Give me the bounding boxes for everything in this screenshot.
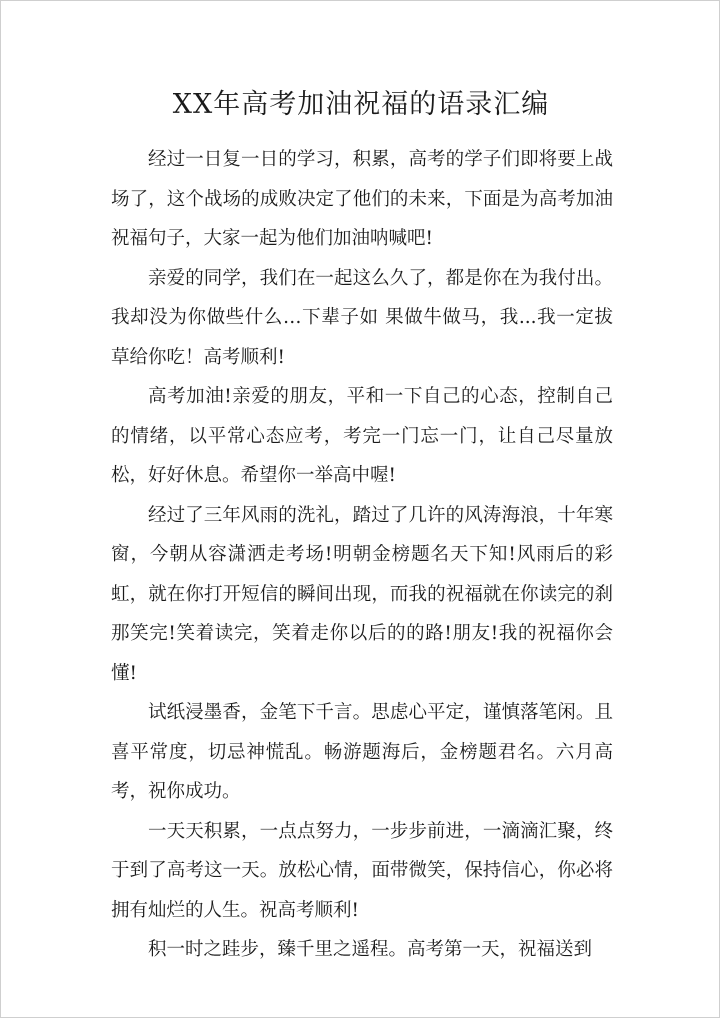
paragraph: 一天天积累，一点点努力，一步步前进，一滴滴汇聚，终于到了高考这一天。放松心情，面带微笑，保持信心，你必将拥有灿烂的人生。祝高考顺利! (111, 820, 613, 921)
paragraph: 高考加油!亲爱的朋友，平和一下自己的心态，控制自己的情绪，以平常心态应考，考完一门忘一门，让自己尽量放松，好好休息。希望你一举高中喔! (111, 386, 613, 486)
paragraph: 经过了三年风雨的洗礼，踏过了几许的风涛海浪，十年寒窗，今朝从容潇洒走考场!明朝金榜题名天下知!风雨后的彩虹，就在你打开短信的瞬间出现，而我的祝福就在你读完的刹那笑完!笑着读完，笑着走你以后的的路!朋友!我的祝福你会懂! (111, 504, 613, 684)
document-body (111, 140, 613, 970)
paragraph: 试纸浸墨香，金笔下千言。思虑心平定，谨慎落笔闲。且喜平常度，切忌神慌乱。畅游题海后，金榜题君名。六月高考，祝你成功。 (111, 702, 613, 802)
document-title: XX年高考加油祝福的语录汇编 (172, 89, 550, 120)
paragraph: 积一时之跬步，臻千里之遥程。高考第一天，祝福送到 (148, 939, 593, 960)
paragraph: 亲爱的同学，我们在一起这么久了，都是你在为我付出。我却没为你做些什么…下辈子如 果做牛做马，我...我一定拔草给你吃！高考顺利! (111, 267, 613, 368)
paragraph: 经过一日复一日的学习，积累，高考的学子们即将要上战场了，这个战场的成败决定了他们的未来，下面是为高考加油祝福句子，大家一起为他们加油呐喊吧! (111, 149, 613, 249)
